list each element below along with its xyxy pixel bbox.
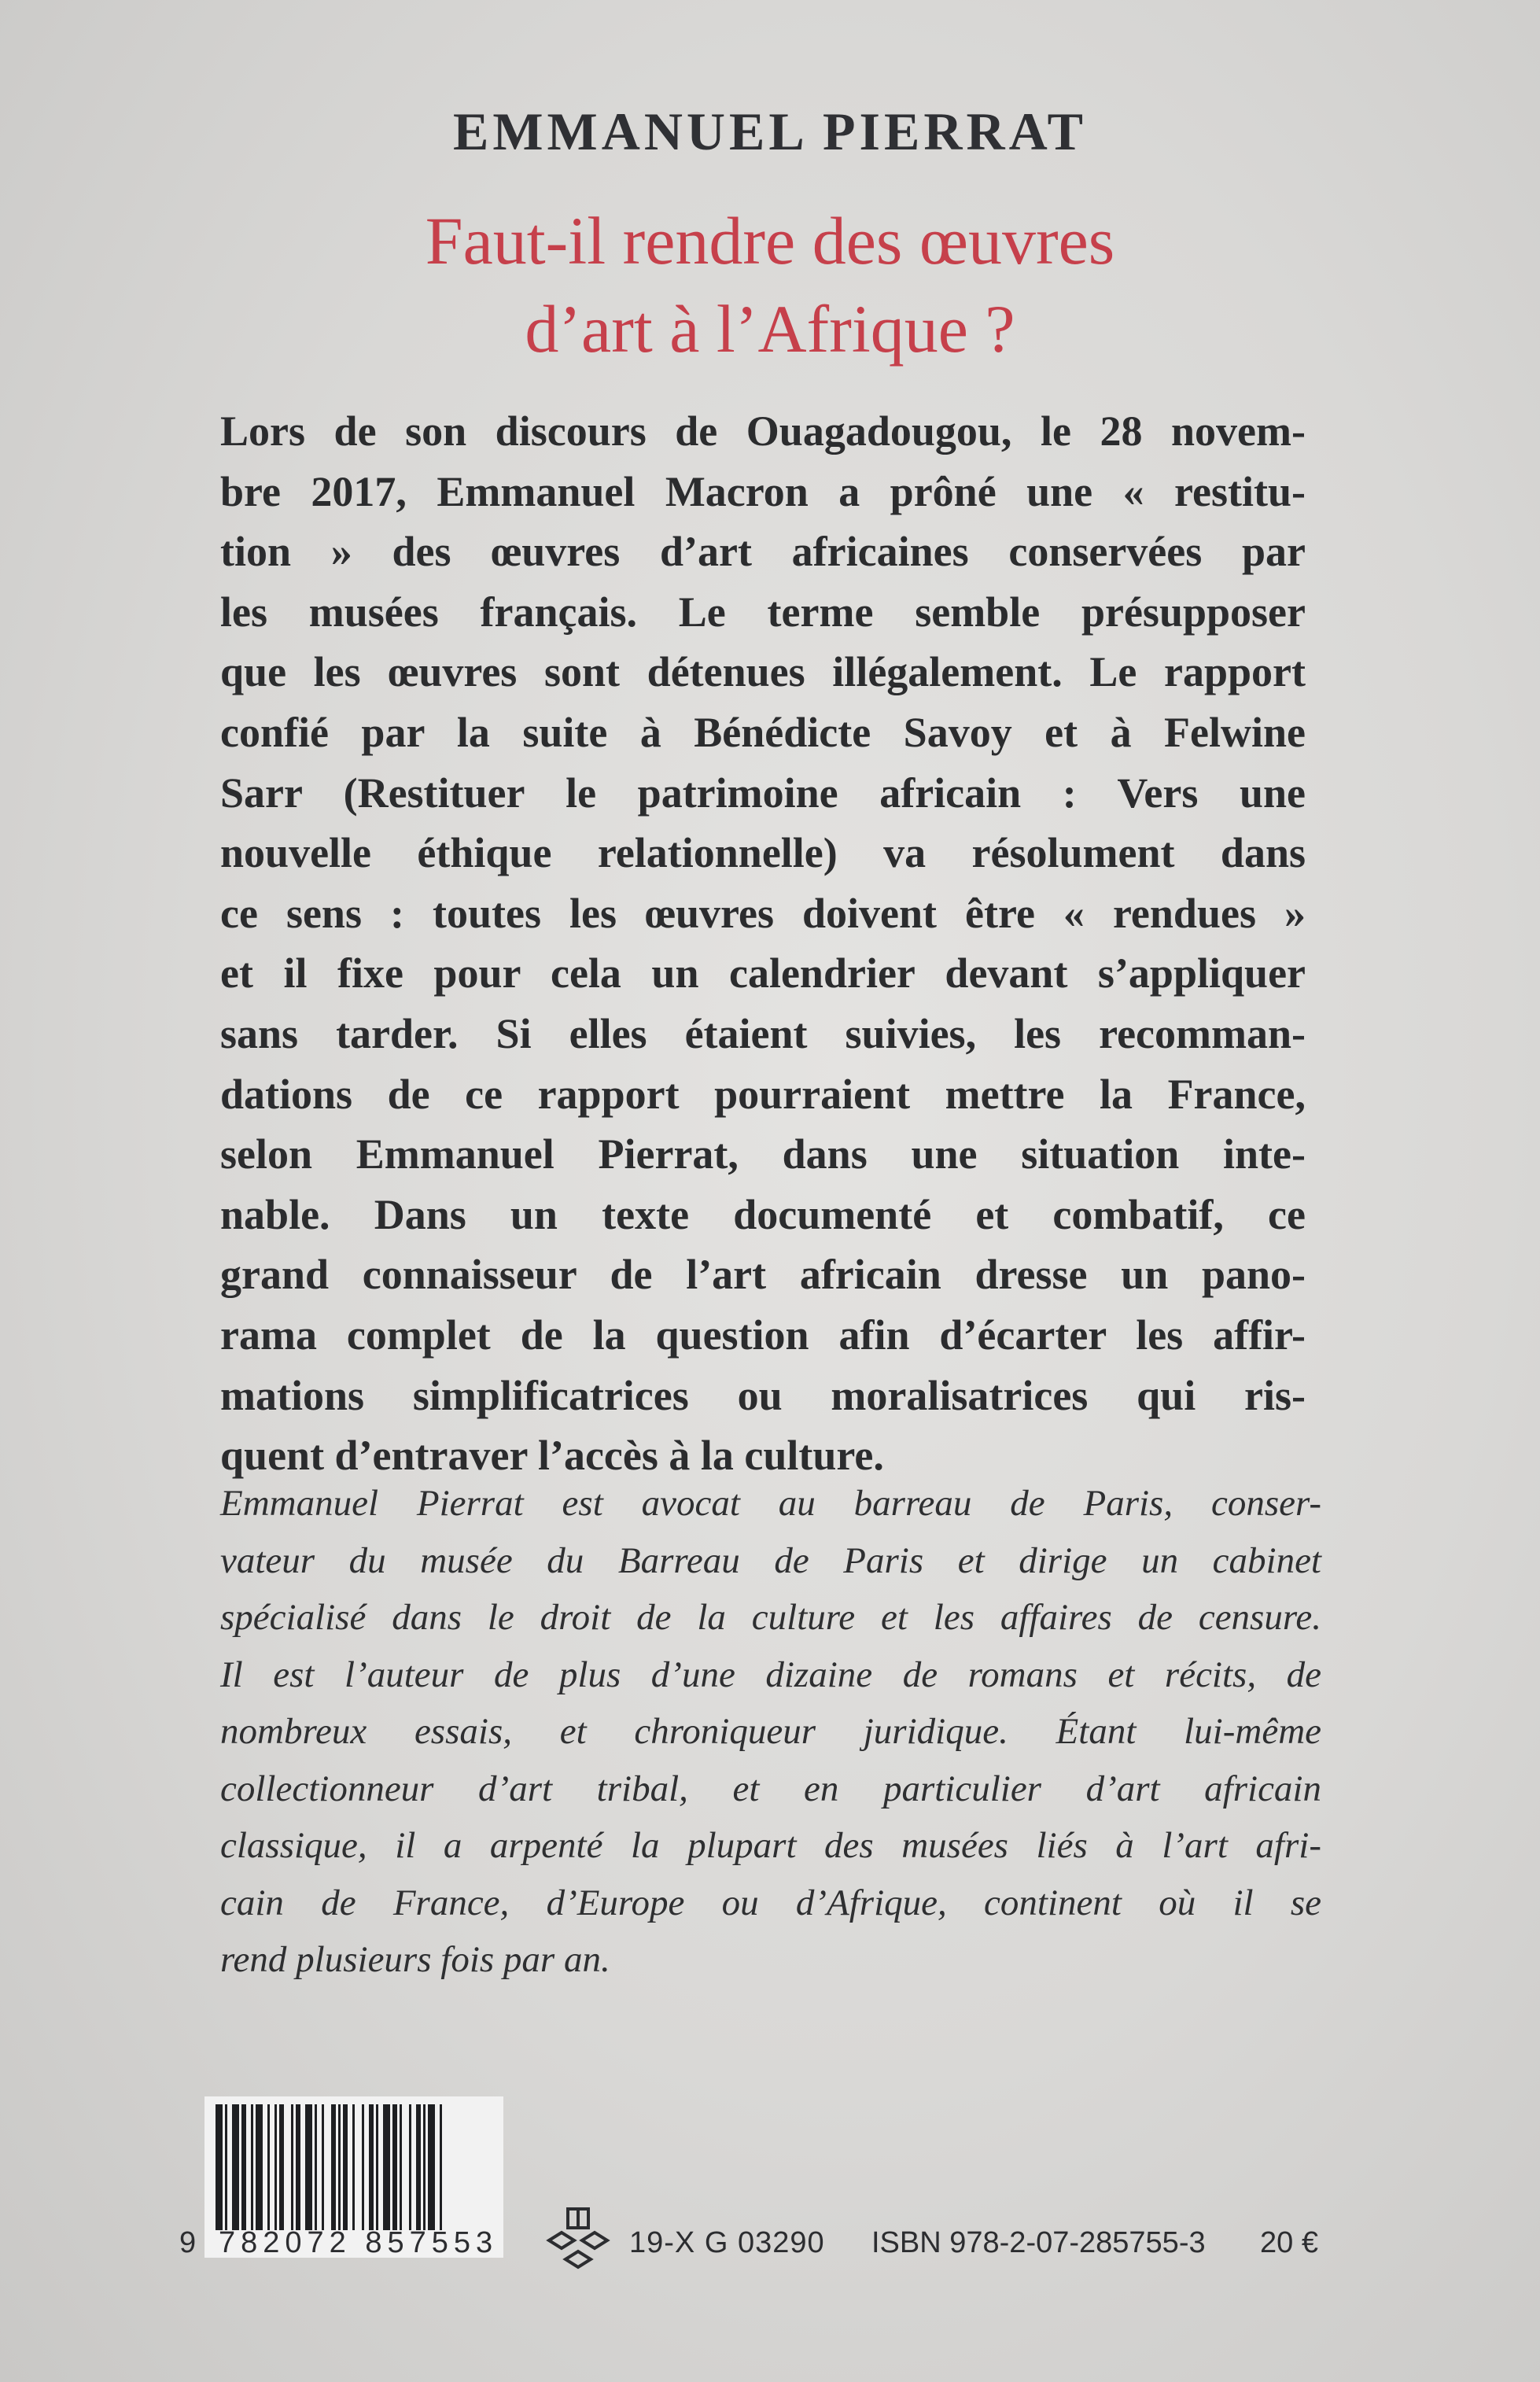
blurb-line: grand connaisseur de l’art africain dresse un pano- (220, 1251, 1306, 1299)
barcode-bar (241, 2104, 246, 2230)
barcode-bar (315, 2104, 317, 2230)
barcode-bar (232, 2104, 239, 2230)
blurb-line: dations de ce rapport pourraient mettre la France, (220, 1070, 1306, 1118)
barcode-bar (343, 2104, 348, 2230)
barcode-bar (362, 2104, 364, 2230)
gallimard-logo-icon (543, 2203, 613, 2281)
barcode-bar (322, 2104, 324, 2230)
bio-line: Il est l’auteur de plus d’une dizaine de romans et récits, de (220, 1654, 1321, 1695)
bio-line: cain de France, d’Europe ou d’Afrique, continent où il se (220, 1882, 1321, 1923)
barcode-bar (383, 2104, 390, 2230)
blurb-line: mations simplificatrices ou moralisatrices qui ris- (220, 1371, 1306, 1419)
barcode-bar (331, 2104, 336, 2230)
blurb-line: que les œuvres sont détenues illégalement. Le rapport (220, 648, 1306, 696)
blurb-line: nable. Dans un texte documenté et combatif, ce (220, 1190, 1306, 1238)
barcode-bar (428, 2104, 435, 2230)
blurb-line: rama complet de la question afin d’écarter les affir- (220, 1311, 1306, 1359)
barcode-bar (274, 2104, 277, 2230)
author-bio (220, 1475, 1321, 1989)
bio-line: spécialisé dans le droit de la culture et les affaires de censure. (220, 1597, 1321, 1638)
bio-line: collectionneur d’art tribal, et en particulier d’art africain (220, 1768, 1321, 1809)
title-line-1: Faut-il rendre des œuvres (425, 203, 1115, 278)
bio-line: nombreux essais, et chroniqueur juridique. Étant lui-même (220, 1711, 1321, 1752)
blurb-line: selon Emmanuel Pierrat, dans une situation inte- (220, 1130, 1306, 1178)
bio-line: classique, il a arpenté la plupart des musées liés à l’art afri- (220, 1825, 1321, 1866)
barcode-bar (256, 2104, 263, 2230)
barcode-bar (279, 2104, 284, 2230)
blurb-text (220, 401, 1306, 1486)
blurb-line: les musées français. Le terme semble présupposer (220, 588, 1306, 636)
barcode-bar (376, 2104, 378, 2230)
bio-line-last: rend plusieurs fois par an. (220, 1939, 610, 1980)
bottom-info-row (0, 2226, 1540, 2273)
barcode-bar (392, 2104, 397, 2230)
blurb-line-last: quent d’entraver l’accès à la culture. (220, 1432, 884, 1480)
barcode-bar (291, 2104, 293, 2230)
blurb-line: et il fixe pour cela un calendrier devant s’appliquer (220, 949, 1306, 997)
blurb-line: tion » des œuvres d’art africaines conservées par (220, 528, 1306, 576)
blurb-line: nouvelle éthique relationnelle) va résolument dans (220, 829, 1306, 877)
barcode-bar (296, 2104, 300, 2230)
barcode-bar (440, 2104, 442, 2230)
blurb-line: bre 2017, Emmanuel Macron a prôné une « restitu- (220, 467, 1306, 515)
blurb-line: sans tarder. Si elles étaient suivies, les recomman- (220, 1009, 1306, 1057)
blurb-line: Sarr (Restituer le patrimoine africain : Vers une (220, 769, 1306, 817)
barcode-digits: 782072 857553 (219, 2226, 499, 2259)
barcode-bar (216, 2104, 223, 2230)
barcode-bar (338, 2104, 341, 2230)
blurb-line: confié par la suite à Bénédicte Savoy et à Felwine (220, 708, 1306, 756)
barcode-bar (251, 2104, 253, 2230)
barcode-bar (267, 2104, 270, 2230)
isbn-number: ISBN 978-2-07-285755-3 (871, 2226, 1206, 2259)
book-title (0, 197, 1540, 373)
barcode-bar (225, 2104, 227, 2230)
barcode-bar (352, 2104, 355, 2230)
barcode-bar (416, 2104, 421, 2230)
catalog-code: 19-X G 03290 (629, 2226, 825, 2259)
author-name: EMMANUEL PIERRAT (453, 101, 1087, 161)
bio-line: Emmanuel Pierrat est avocat au barreau de Paris, conser- (220, 1483, 1321, 1524)
title-line-2: d’art à l’Afrique ? (525, 291, 1015, 367)
barcode-bar (305, 2104, 312, 2230)
barcode-first-digit: 9 (179, 2226, 197, 2259)
bio-line: vateur du musée du Barreau de Paris et dirige un cabinet (220, 1539, 1321, 1581)
barcode-bar (369, 2104, 374, 2230)
barcode-bar (423, 2104, 426, 2230)
price: 20 € (1260, 2226, 1318, 2259)
blurb-line: Lors de son discours de Ouagadougou, le 28 novem- (220, 407, 1306, 455)
barcode-bar (409, 2104, 411, 2230)
blurb-line: ce sens : toutes les œuvres doivent être « rendues » (220, 889, 1306, 937)
barcode-bar (400, 2104, 402, 2230)
